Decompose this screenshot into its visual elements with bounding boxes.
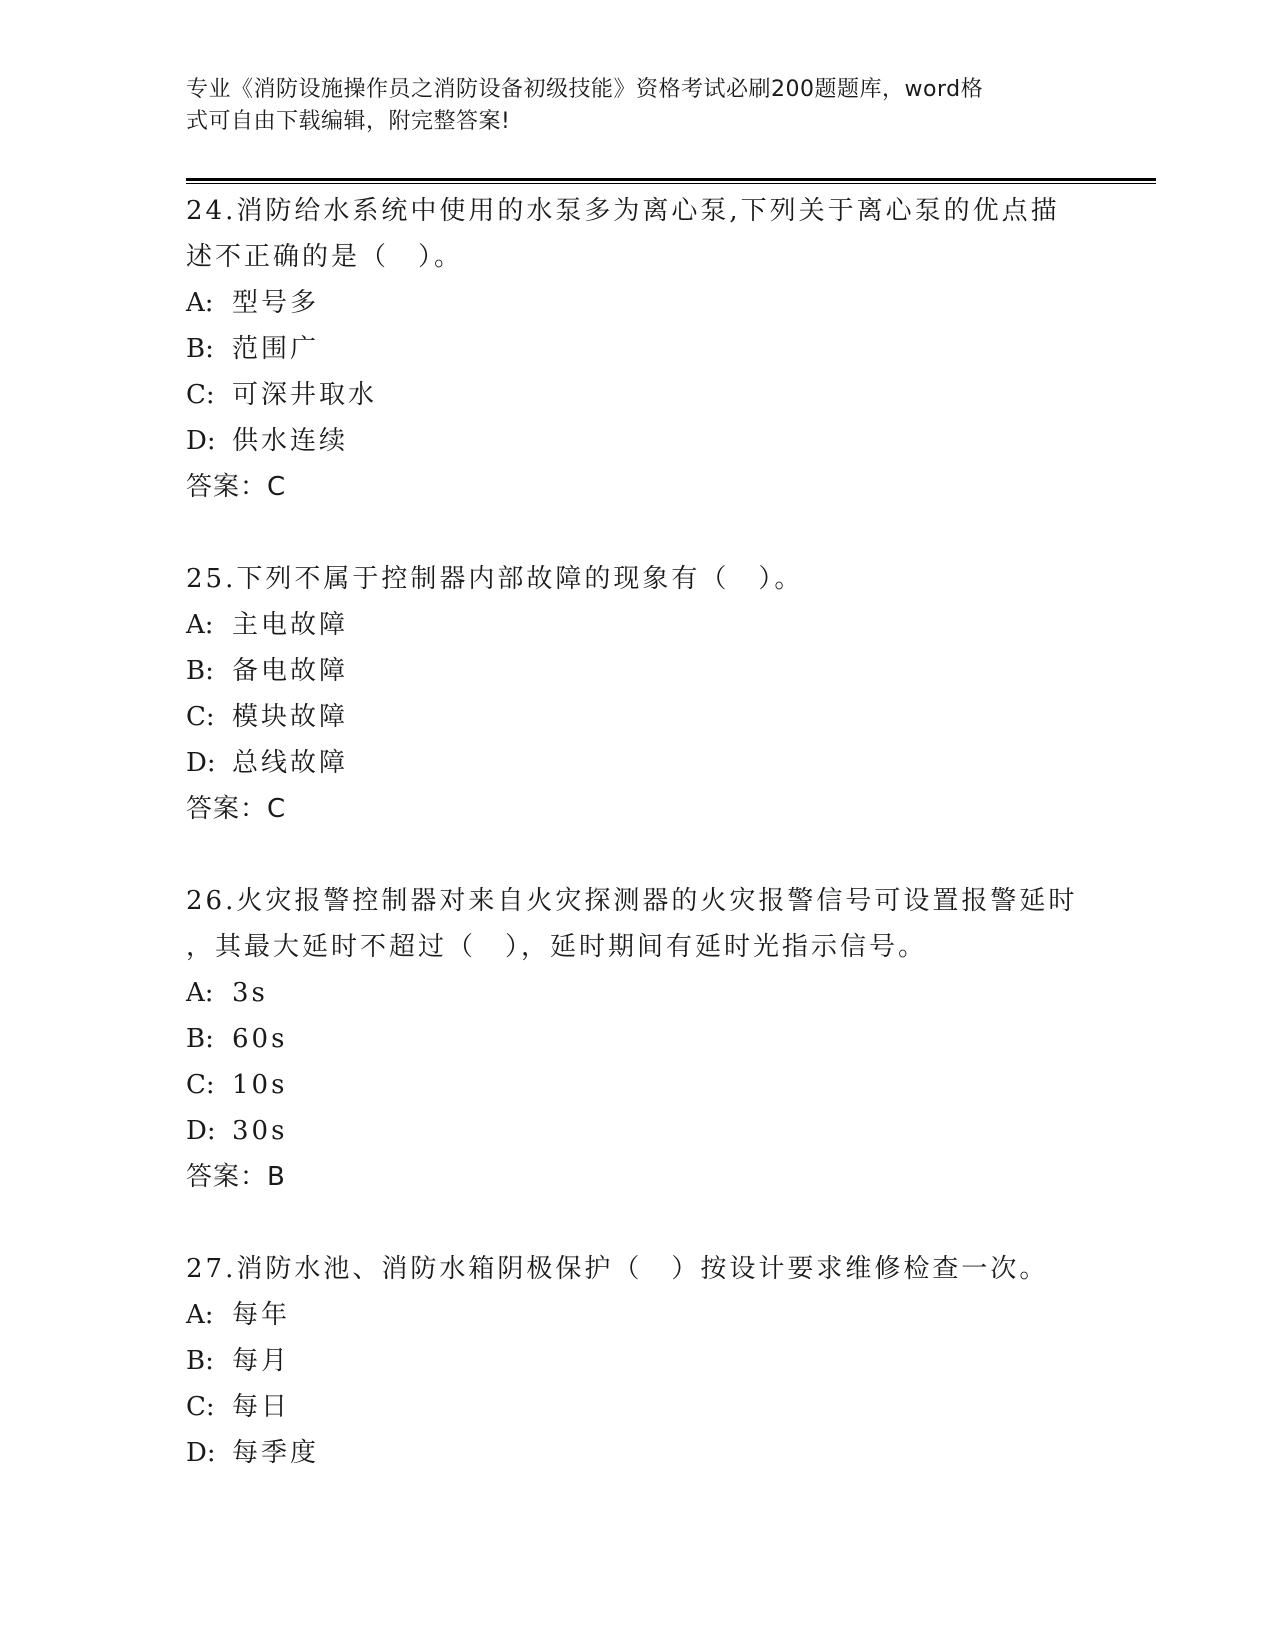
question-text: 27.消防水池、消防水箱阴极保护（ ）按设计要求维修检查一次。 bbox=[186, 1254, 1049, 1284]
option-text: 每月 bbox=[232, 1346, 291, 1376]
option-a bbox=[186, 280, 1086, 326]
option-text: 型号多 bbox=[232, 288, 320, 318]
option-b bbox=[186, 326, 1086, 372]
option-d bbox=[186, 1108, 1086, 1154]
option-text: 总线故障 bbox=[232, 748, 349, 778]
option-c bbox=[186, 1062, 1086, 1108]
option-letter: D: bbox=[186, 1116, 216, 1146]
option-text: 3s bbox=[232, 978, 268, 1008]
option-d bbox=[186, 1430, 1086, 1476]
option-d bbox=[186, 740, 1086, 786]
option-letter: C: bbox=[186, 1392, 215, 1422]
option-text: 每季度 bbox=[232, 1438, 320, 1468]
question-text-continued: ，其最大延时不超过（ ），延时期间有延时光指示信号。 bbox=[186, 932, 928, 962]
option-letter: D: bbox=[186, 748, 216, 778]
option-d bbox=[186, 418, 1086, 464]
option-text: 60s bbox=[232, 1024, 288, 1054]
option-text: 范围广 bbox=[232, 334, 320, 364]
option-letter: B: bbox=[186, 334, 214, 364]
option-a bbox=[186, 1292, 1086, 1338]
question-25 bbox=[186, 556, 1086, 832]
option-b bbox=[186, 1338, 1086, 1384]
option-letter: B: bbox=[186, 656, 214, 686]
option-letter: B: bbox=[186, 1346, 214, 1376]
question-text: 25.下列不属于控制器内部故障的现象有（ ）。 bbox=[186, 564, 804, 594]
question-text-continued: 述不正确的是（ ）。 bbox=[186, 242, 464, 272]
option-letter: C: bbox=[186, 702, 215, 732]
question-text: 24.消防给水系统中使用的水泵多为离心泵,下列关于离心泵的优点描 bbox=[186, 196, 1060, 226]
header-line-1: 专业《消防设施操作员之消防设备初级技能》资格考试必刷200题题库，word格 bbox=[186, 77, 984, 102]
option-b bbox=[186, 1016, 1086, 1062]
option-c bbox=[186, 694, 1086, 740]
header-divider-thin bbox=[186, 183, 1156, 184]
question-26 bbox=[186, 878, 1086, 1200]
option-text: 可深井取水 bbox=[232, 380, 378, 410]
option-letter: D: bbox=[186, 426, 216, 456]
option-a bbox=[186, 602, 1086, 648]
header-divider-thick bbox=[186, 178, 1156, 181]
option-text: 备电故障 bbox=[232, 656, 349, 686]
document-header bbox=[186, 74, 1066, 138]
question-list bbox=[186, 188, 1086, 1476]
question-24 bbox=[186, 188, 1086, 510]
question-27 bbox=[186, 1246, 1086, 1476]
option-c bbox=[186, 372, 1086, 418]
option-text: 10s bbox=[232, 1070, 288, 1100]
option-letter: C: bbox=[186, 380, 215, 410]
option-text: 主电故障 bbox=[232, 610, 349, 640]
question-text: 26.火灾报警控制器对来自火灾探测器的火灾报警信号可设置报警延时 bbox=[186, 886, 1078, 916]
answer-label: 答案：C bbox=[186, 794, 287, 824]
option-letter: A: bbox=[186, 610, 214, 640]
answer-label: 答案：B bbox=[186, 1162, 286, 1192]
option-letter: D: bbox=[186, 1438, 216, 1468]
option-c bbox=[186, 1384, 1086, 1430]
option-letter: A: bbox=[186, 978, 214, 1008]
option-text: 模块故障 bbox=[232, 702, 349, 732]
option-text: 30s bbox=[232, 1116, 288, 1146]
option-a bbox=[186, 970, 1086, 1016]
option-b bbox=[186, 648, 1086, 694]
option-letter: A: bbox=[186, 1300, 214, 1330]
option-letter: A: bbox=[186, 288, 214, 318]
option-text: 每年 bbox=[232, 1300, 291, 1330]
option-letter: B: bbox=[186, 1024, 214, 1054]
header-line-2: 式可自由下载编辑，附完整答案! bbox=[186, 109, 511, 134]
option-text: 供水连续 bbox=[232, 426, 349, 456]
option-letter: C: bbox=[186, 1070, 215, 1100]
answer-label: 答案：C bbox=[186, 472, 287, 502]
option-text: 每日 bbox=[232, 1392, 291, 1422]
